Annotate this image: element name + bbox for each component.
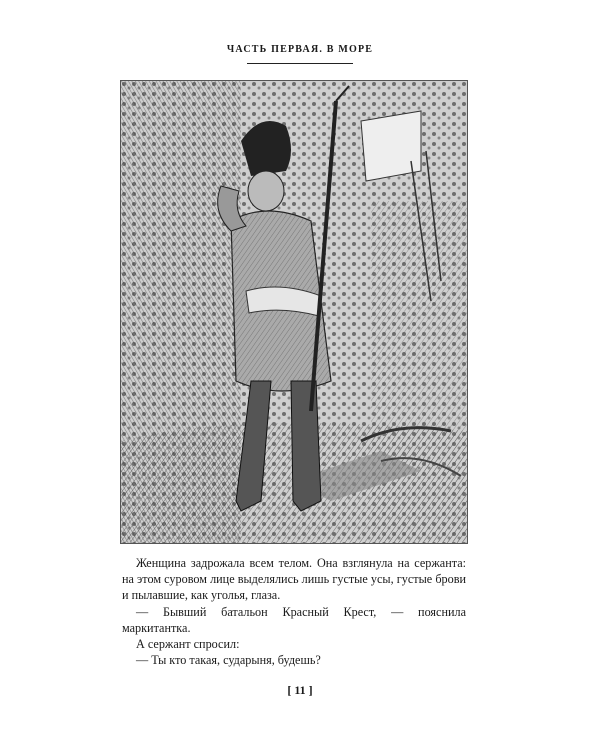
illustration-engraving: [120, 80, 468, 544]
paragraph: — Ты кто такая, сударыня, будешь?: [136, 653, 321, 668]
page-number: [ 11 ]: [287, 683, 313, 697]
header-rule: [247, 63, 353, 64]
running-title: ЧАСТЬ ПЕРВАЯ. В МОРЕ: [226, 44, 374, 55]
paragraph: А сержант спросил:: [136, 637, 240, 652]
paragraph: Женщина задрожала всем телом. Она взглянула на сержанта: на этом суровом лице выделялись лишь густые усы, густые брови и пылавшие, как уголья, глаза.: [122, 556, 466, 603]
paragraph: — Бывший батальон Красный Крест, — пояснила маркитантка.: [122, 604, 466, 635]
body-text: [122, 555, 466, 668]
